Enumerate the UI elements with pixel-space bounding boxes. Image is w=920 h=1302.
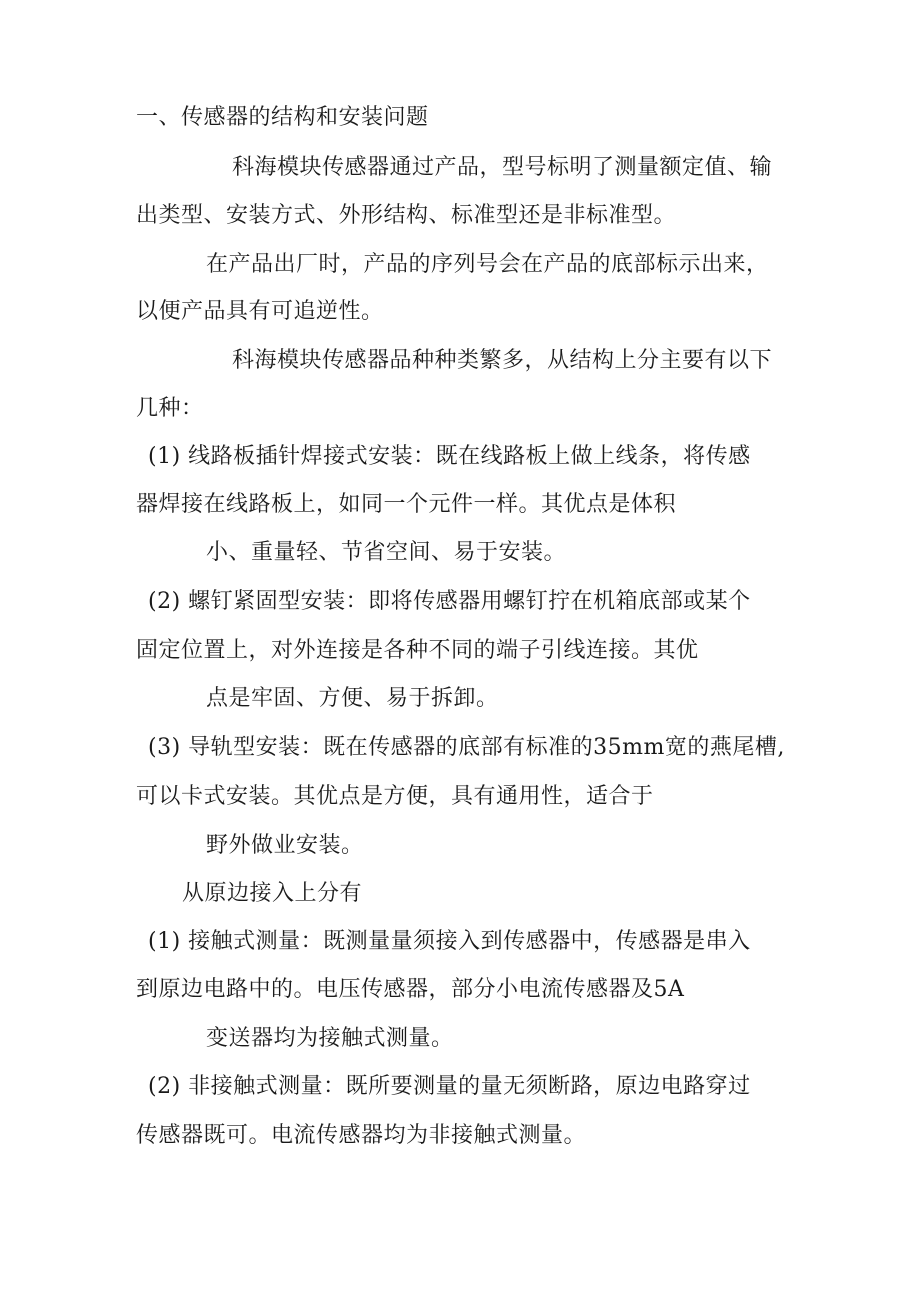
list-item-line: 小、重量轻、节省空间、易于安装。 [206, 540, 567, 565]
paragraph-line: 科海模块传感器通过产品，型号标明了测量额定值、输 [232, 155, 773, 180]
paragraph-line: 科海模块传感器品种种类繁多，从结构上分主要有以下 [232, 348, 773, 373]
list-item-line: (3) 导轨型安装：既在传感器的底部有标准的35mm宽的燕尾槽, [148, 735, 785, 760]
list-item-line: 固定位置上，对外连接是各种不同的端子引线连接。其优 [136, 638, 699, 663]
paragraph-line: 出类型、安装方式、外形结构、标准型还是非标准型。 [136, 203, 677, 228]
list-item-line: 到原边电路中的。电压传感器，部分小电流传感器及5A [136, 977, 685, 1002]
paragraph-line: 几种： [136, 396, 204, 421]
list-item-line: 器焊接在线路板上，如同一个元件一样。其优点是体积 [136, 492, 677, 517]
subheading-line: 从原边接入上分有 [182, 881, 363, 906]
list-item-line: (1) 线路板插针焊接式安装：既在线路板上做上线条，将传感 [148, 444, 751, 469]
list-item-line: (1) 接触式测量：既测量量须接入到传感器中，传感器是串入 [148, 929, 751, 954]
list-item-line: (2) 非接触式测量：既所要测量的量无须断路，原边电路穿过 [148, 1074, 751, 1099]
section-heading: 一、传感器的结构和安装问题 [136, 105, 429, 130]
list-item-line: 点是牢固、方便、易于拆卸。 [206, 686, 499, 711]
list-item-line: (2) 螺钉紧固型安装：即将传感器用螺钉拧在机箱底部或某个 [148, 589, 751, 614]
list-item-line: 可以卡式安装。其优点是方便，具有通用性，适合于 [136, 784, 654, 809]
paragraph-line: 在产品出厂时，产品的序列号会在产品的底部标示出来， [206, 252, 769, 277]
paragraph-line: 以便产品具有可追逆性。 [136, 299, 384, 324]
list-item-line: 传感器既可。电流传感器均为非接触式测量。 [136, 1123, 587, 1148]
list-item-line: 变送器均为接触式测量。 [206, 1026, 454, 1051]
list-item-line: 野外做业安装。 [206, 833, 364, 858]
